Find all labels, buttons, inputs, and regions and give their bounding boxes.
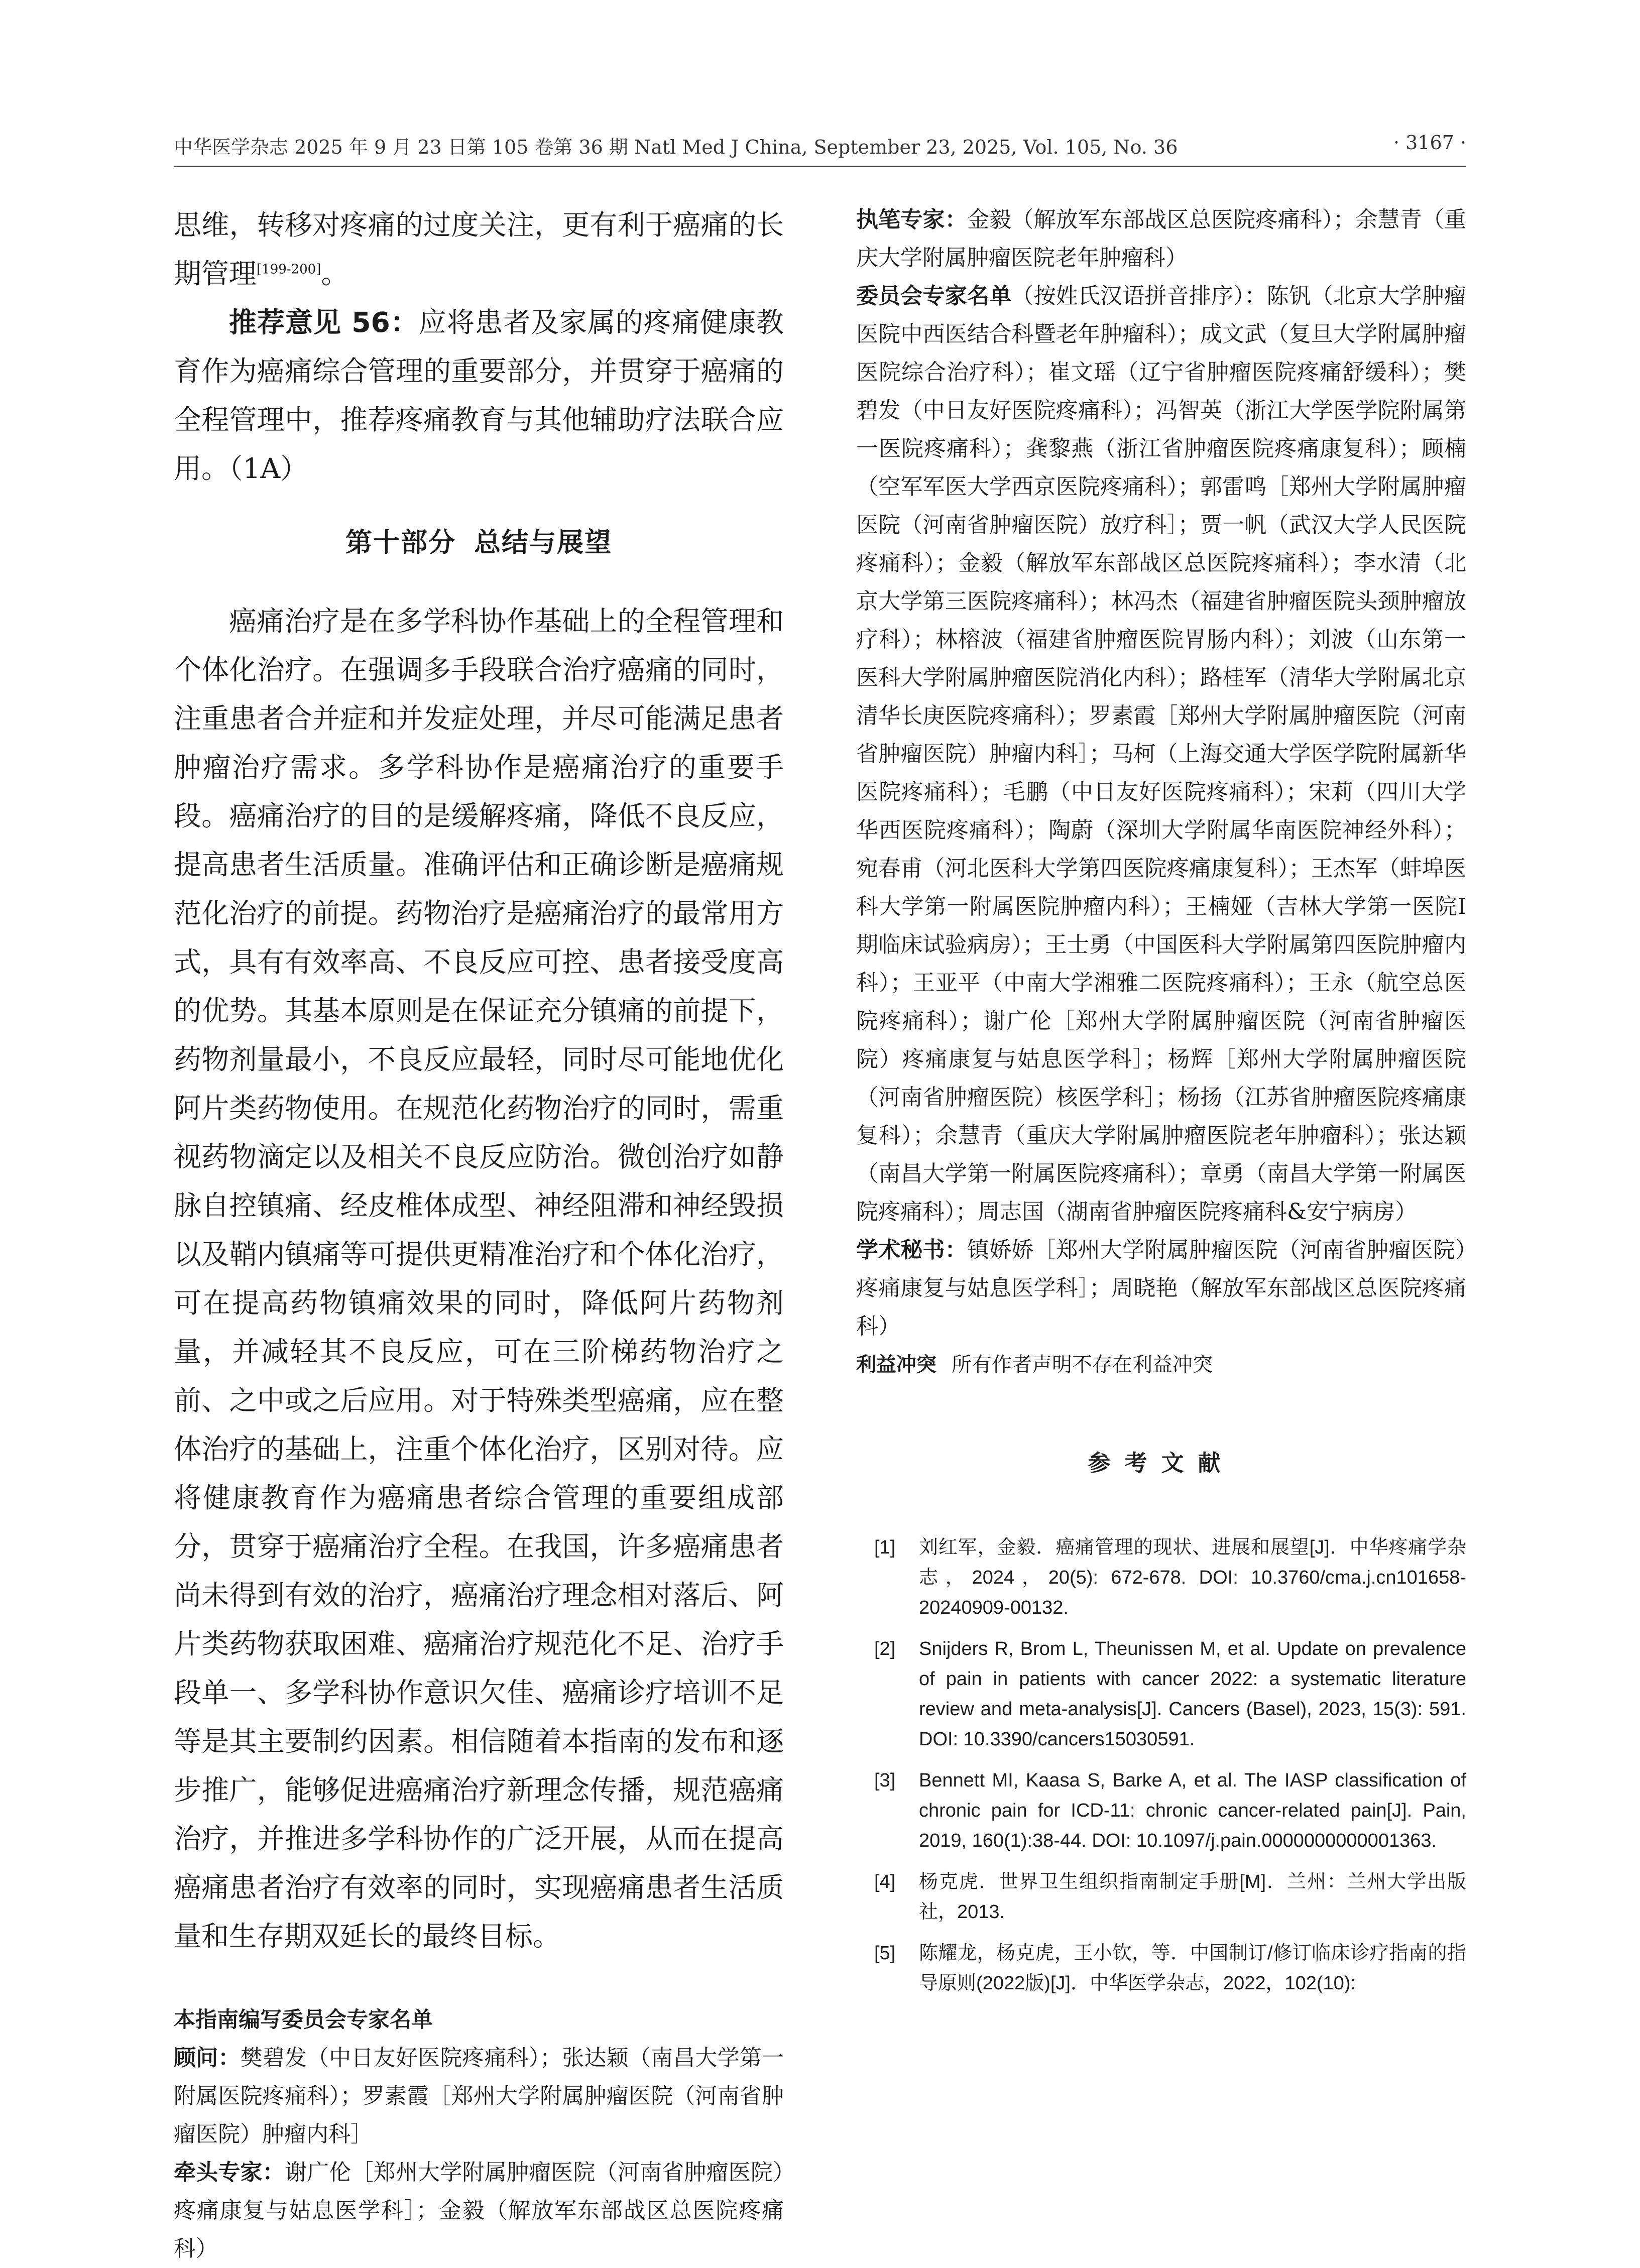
lead-experts-entry: 牵头专家：谢广伦［郑州大学附属肿瘤医院（河南省肿瘤医院）疼痛康复与姑息医学科］；金毅（解放军东部战区总医院疼痛科）	[174, 2160, 784, 2261]
recommendation-56	[174, 298, 784, 493]
secretary-entry: 学术秘书：镇娇娇［郑州大学附属肿瘤医院（河南省肿瘤医院）疼痛康复与姑息医学科］；周晓艳（解放军东部战区总医院疼痛科）	[856, 1237, 1467, 1339]
reference-item: [3] Bennett MI, Kaasa S, Barke A, et al. The IASP classification of chronic pain for ICD-11: chronic cancer-related pain[J]. Pain, 2019, 160(1):38-44. DOI: 10.1097/j.pain.0000000000001363.	[874, 1770, 1466, 1851]
page-number: · 3167 ·	[1393, 132, 1466, 154]
conflict-of-interest: 利益冲突 所有作者声明不存在利益冲突	[856, 1353, 1213, 1376]
citation-marker: [199-200]	[257, 262, 321, 277]
running-header	[174, 132, 1466, 164]
committee-list	[174, 2039, 784, 2268]
writers-entry: 执笔专家：金毅（解放军东部战区总医院疼痛科）；余慧青（重庆大学附属肿瘤医院老年肿瘤科）	[856, 207, 1467, 271]
references-heading: 参考文献	[1088, 1450, 1235, 1476]
reference-item: [4] 杨克虎．世界卫生组织指南制定手册[M]．兰州：兰州大学出版社，2013.	[874, 1871, 1466, 1923]
header-rule	[174, 166, 1466, 167]
recommendation-label: 推荐意见 56：	[229, 306, 419, 338]
recommendation-text: 应将患者及家属的疼痛健康教育作为癌痛综合管理的重要部分，并贯穿于癌痛的全程管理中，推荐疼痛教育与其他辅助疗法联合应用。（1A）	[174, 306, 784, 485]
reference-list	[856, 1532, 1466, 1998]
advisors-entry: 顾问：樊碧发（中日友好医院疼痛科）；张达颖（南昌大学第一附属医院疼痛科）；罗素霞［郑州大学附属肿瘤医院（河南省肿瘤医院）肿瘤内科］	[174, 2045, 784, 2147]
right-column	[856, 201, 1466, 2169]
reference-item: [2] Snijders R, Brom L, Theunissen M, et al. Update on prevalence of pain in patients with cancer 2022: a systematic literature review and meta-analysis[J]. Cancers (Basel), 2023, 15(3): 591. DOI: 10.3390/cancers15030591.	[874, 1638, 1466, 1750]
continued-paragraph: 思维，转移对疼痛的过度关注，更有利于癌痛的长期管理[199-200]。	[174, 209, 784, 290]
members-entry: 委员会专家名单（按姓氏汉语拼音排序）：陈钒（北京大学肿瘤医院中西医结合科暨老年肿瘤科）；成文武（复旦大学附属肿瘤医院综合治疗科）；崔文瑶（辽宁省肿瘤医院疼痛舒缓科）；樊碧发（中日友好医院疼痛科）；冯智英（浙江大学医学院附属第一医院疼痛科）；龚黎燕（浙江省肿瘤医院疼痛康复科）；顾楠（空军军医大学西京医院疼痛科）；郭雷鸣［郑州大学附属肿瘤医院（河南省肿瘤医院）放疗科］；贾一帆（武汉大学人民医院疼痛科）；金毅（解放军东部战区总医院疼痛科）；李水清（北京大学第三医院疼痛科）；林冯杰（福建省肿瘤医院头颈肿瘤放疗科）；林榕波（福建省肿瘤医院胃肠内科）；刘波（山东第一医科大学附属肿瘤医院消化内科）；路桂军（清华大学附属北京清华长庚医院疼痛科）；罗素霞［郑州大学附属肿瘤医院（河南省肿瘤医院）肿瘤内科］；马柯（上海交通大学医学院附属新华医院疼痛科）；毛鹏（中日友好医院疼痛科）；宋莉（四川大学华西医院疼痛科）；陶蔚（深圳大学附属华南医院神经外科）；宛春甫（河北医科大学第四医院疼痛康复科）；王杰军（蚌埠医科大学第一附属医院肿瘤内科）；王楠娅（吉林大学第一医院Ⅰ期临床试验病房）；王士勇（中国医科大学附属第四医院肿瘤内科）；王亚平（中南大学湘雅二医院疼痛科）；王永（航空总医院疼痛科）；谢广伦［郑州大学附属肿瘤医院（河南省肿瘤医院）疼痛康复与姑息医学科］；杨辉［郑州大学附属肿瘤医院（河南省肿瘤医院）核医学科］；杨扬（江苏省肿瘤医院疼痛康复科）；余慧青（重庆大学附属肿瘤医院老年肿瘤科）；张达颖（南昌大学第一附属医院疼痛科）；章勇（南昌大学第一附属医院疼痛科）；周志国（湖南省肿瘤医院疼痛科&安宁病房）	[856, 283, 1466, 1225]
journal-citation: 中华医学杂志 2025 年 9 月 23 日第 105 卷第 36 期 Natl Med J China, September 23, 2025, Vol. 105, No. 36	[174, 136, 1178, 158]
left-column	[174, 201, 784, 2261]
reference-item: [5] 陈耀龙，杨克虎，王小钦，等．中国制订/修订临床诊疗指南的指导原则(2022版)[J]．中华医学杂志，2022，102(10):	[874, 1943, 1466, 1994]
summary-paragraph: 癌痛治疗是在多学科协作基础上的全程管理和个体化治疗。在强调多手段联合治疗癌痛的同时，注重患者合并症和并发症处理，并尽可能满足患者肿瘤治疗需求。多学科协作是癌痛治疗的重要手段。癌痛治疗的目的是缓解疼痛，降低不良反应，提高患者生活质量。准确评估和正确诊断是癌痛规范化治疗的前提。药物治疗是癌痛治疗的最常用方式，具有有效率高、不良反应可控、患者接受度高的优势。其基本原则是在保证充分镇痛的前提下，药物剂量最小，不良反应最轻，同时尽可能地优化阿片类药物使用。在规范化药物治疗的同时，需重视药物滴定以及相关不良反应防治。微创治疗如静脉自控镇痛、经皮椎体成型、神经阻滞和神经毁损以及鞘内镇痛等可提供更精准治疗和个体化治疗，可在提高药物镇痛效果的同时，降低阿片药物剂量，并减轻其不良反应，可在三阶梯药物治疗之前、之中或之后应用。对于特殊类型癌痛，应在整体治疗的基础上，注重个体化治疗，区别对待。应将健康教育作为癌痛患者综合管理的重要组成部分，贯穿于癌痛治疗全程。在我国，许多癌痛患者尚未得到有效的治疗，癌痛治疗理念相对落后、阿片类药物获取困难、癌痛治疗规范化不足、治疗手段单一、多学科协作意识欠佳、癌痛诊疗培训不足等是其主要制约因素。相信随着本指南的发布和逐步推广，能够促进癌痛治疗新理念传播，规范癌痛治疗，并推进多学科协作的广泛开展，从而在提高癌痛患者治疗有效率的同时，实现癌痛患者生活质量和生存期双延长的最终目标。	[174, 605, 784, 1952]
section-heading: 第十部分 总结与展望	[345, 527, 612, 558]
reference-item: [1] 刘红军，金毅．癌痛管理的现状、进展和展望[J]．中华疼痛学杂志，2024，20(5): 672-678. DOI: 10.3760/cma.j.cn101658-20240909-00132.	[874, 1537, 1466, 1618]
committee-heading: 本指南编写委员会专家名单	[174, 2007, 433, 2033]
